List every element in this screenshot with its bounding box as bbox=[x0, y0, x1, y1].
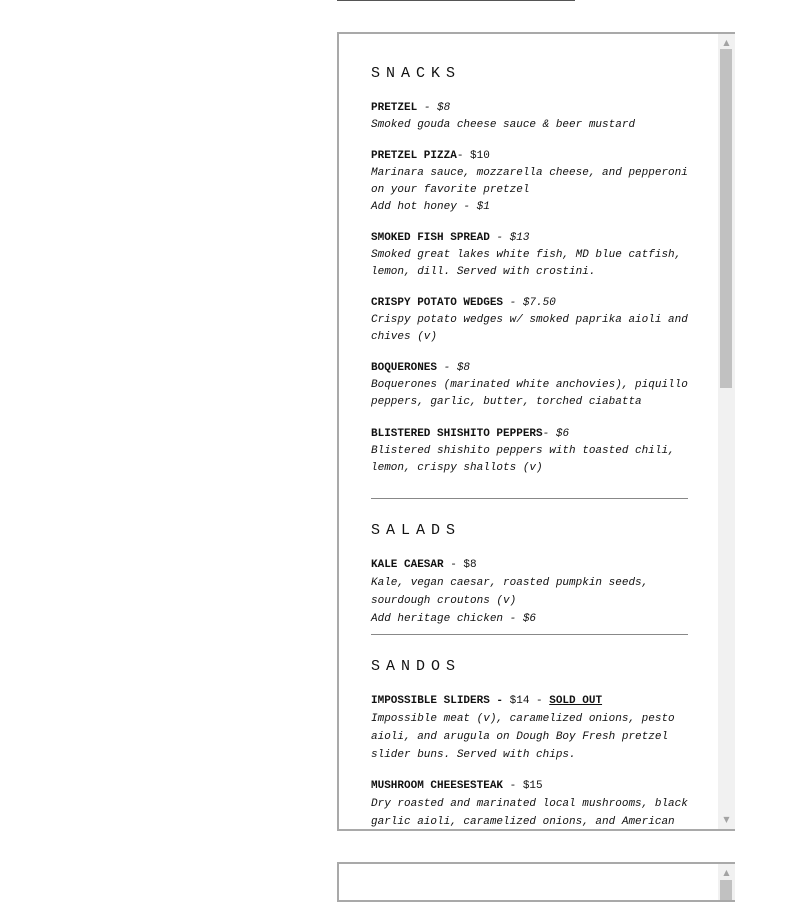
item-description: Smoked gouda cheese sauce & beer mustard bbox=[371, 119, 636, 131]
item-addon: Add hot honey - $1 bbox=[371, 201, 490, 213]
item-description: Marinara sauce, mozzarella cheese, and pepperoni bbox=[371, 167, 688, 179]
second-iframe[interactable] bbox=[337, 862, 735, 902]
item-description: sourdough croutons (v) bbox=[371, 595, 517, 607]
item-description: Crispy potato wedges w/ smoked paprika aioli and bbox=[371, 314, 688, 326]
item-name: PRETZEL PIZZA bbox=[371, 150, 457, 162]
vertical-scrollbar[interactable] bbox=[718, 864, 735, 900]
menu-item-pretzel-pizza bbox=[371, 148, 688, 216]
item-price: - $13 bbox=[489, 232, 530, 244]
item-name: KALE CAESAR bbox=[371, 559, 444, 571]
item-price: - $7.50 bbox=[503, 297, 556, 309]
item-description: lemon, crispy shallots (v) bbox=[371, 462, 543, 474]
vertical-scrollbar[interactable] bbox=[718, 34, 735, 829]
menu-item-mushroom-cheesesteak bbox=[371, 778, 688, 831]
item-name: PRETZEL bbox=[371, 102, 418, 114]
item-name: CRISPY POTATO WEDGES bbox=[371, 297, 504, 309]
menu-iframe[interactable] bbox=[337, 32, 735, 831]
section-title-salads: SALADS bbox=[371, 522, 462, 539]
item-name: BLISTERED SHISHITO PEPPERS bbox=[371, 428, 543, 440]
menu-item-pretzel bbox=[371, 100, 688, 134]
item-description: lemon, dill. Served with crostini. bbox=[371, 266, 596, 278]
section-divider bbox=[371, 498, 688, 499]
item-description: peppers, garlic, butter, torched ciabatta bbox=[371, 396, 642, 408]
item-description: Kale, vegan caesar, roasted pumpkin seeds, bbox=[371, 577, 649, 589]
item-price: - $10 bbox=[456, 150, 490, 162]
menu-item-boquerones bbox=[371, 360, 688, 411]
item-name: BOQUERONES bbox=[371, 362, 438, 374]
item-description: Dry roasted and marinated local mushrooms, black bbox=[371, 798, 688, 810]
item-description: slider buns. Served with chips. bbox=[371, 749, 576, 761]
menu-item-smoked-fish-spread bbox=[371, 230, 688, 281]
top-rule bbox=[337, 0, 575, 2]
item-description: Blistered shishito peppers with toasted chili, bbox=[371, 445, 675, 457]
item-price: - $8 bbox=[443, 559, 477, 571]
item-price: - $6 bbox=[542, 428, 570, 440]
item-name: IMPOSSIBLE SLIDERS - bbox=[371, 695, 510, 707]
item-price: - $8 bbox=[437, 362, 471, 374]
item-name: SMOKED FISH SPREAD bbox=[371, 232, 490, 244]
section-title-snacks: SNACKS bbox=[371, 65, 462, 82]
scrollbar-thumb[interactable] bbox=[720, 49, 732, 388]
item-description: Smoked great lakes white fish, MD blue catfish, bbox=[371, 249, 682, 261]
sold-out-badge: SOLD OUT bbox=[549, 695, 603, 707]
item-description: garlic aioli, caramelized onions, and American bbox=[371, 816, 675, 828]
section-divider bbox=[371, 634, 688, 635]
item-description: aioli, and arugula on Dough Boy Fresh pretzel bbox=[371, 731, 669, 743]
menu-item-kale-caesar bbox=[371, 557, 688, 628]
item-price: $14 - bbox=[509, 695, 550, 707]
item-description: on your favorite pretzel bbox=[371, 184, 530, 196]
item-addon: Add heritage chicken - $6 bbox=[371, 613, 537, 625]
menu-item-impossible-sliders bbox=[371, 693, 688, 764]
scroll-up-arrow-icon[interactable]: ▲ bbox=[723, 868, 730, 877]
item-price: - $8 bbox=[417, 102, 451, 114]
item-name: MUSHROOM CHEESESTEAK bbox=[371, 780, 504, 792]
section-title-sandos: SANDOS bbox=[371, 658, 462, 675]
item-price: - $15 bbox=[503, 780, 543, 792]
menu-item-blistered-shishito-peppers bbox=[371, 426, 688, 477]
item-description: Impossible meat (v), caramelized onions, pesto bbox=[371, 713, 675, 725]
scrollbar-thumb[interactable] bbox=[720, 880, 732, 902]
item-description: Boquerones (marinated white anchovies), piquillo bbox=[371, 379, 688, 391]
item-description: chives (v) bbox=[371, 331, 438, 343]
scroll-down-arrow-icon[interactable]: ▼ bbox=[723, 815, 730, 824]
scroll-up-arrow-icon[interactable]: ▲ bbox=[723, 38, 730, 47]
menu-item-crispy-potato-wedges bbox=[371, 295, 688, 346]
